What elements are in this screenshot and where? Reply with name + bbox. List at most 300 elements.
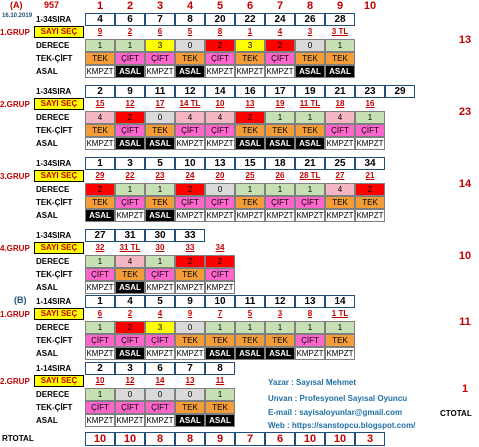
- sayi-cell[interactable]: 7: [217, 309, 223, 318]
- tek-cift-cell: TEK: [145, 124, 175, 137]
- asal-label: ASAL: [36, 416, 58, 425]
- tek-cift-cell: ÇİFT: [175, 196, 205, 209]
- asal-cell: ASAL: [235, 137, 265, 150]
- sayi-cell[interactable]: 3: [307, 27, 313, 36]
- derece-cell: 1: [85, 388, 115, 401]
- tek-cift-cell: TEK: [115, 268, 145, 281]
- tek-cift-cell: ÇİFT: [295, 334, 325, 347]
- sayi-cell[interactable]: 8: [307, 309, 313, 318]
- asal-cell: KMPZT: [356, 211, 384, 220]
- sayi-cell[interactable]: 5: [247, 309, 253, 318]
- column-number: 1: [96, 0, 104, 12]
- sira-cell: 2: [85, 85, 115, 98]
- rtotal-cell: 10: [85, 432, 115, 446]
- sira-cell: 15: [235, 157, 265, 170]
- derece-cell: 3: [235, 39, 265, 52]
- sira-cell: 30: [145, 229, 175, 242]
- asal-cell: KMPZT: [86, 283, 114, 292]
- asal-cell: KMPZT: [206, 211, 234, 220]
- sayi-cell[interactable]: 28 TL: [299, 171, 321, 180]
- asal-cell: ASAL: [235, 347, 265, 360]
- asal-cell: ASAL: [175, 414, 205, 427]
- sira-cell: 16: [235, 85, 265, 98]
- sayi-cell[interactable]: 27: [335, 171, 345, 180]
- sayi-sec-label: SAYI SEÇ: [34, 26, 84, 38]
- sayi-cell[interactable]: 12: [125, 99, 135, 108]
- asal-cell: KMPZT: [326, 139, 354, 148]
- sayi-cell[interactable]: 11 TL: [299, 99, 321, 108]
- sira-cell: 1: [85, 157, 115, 170]
- asal-cell: KMPZT: [266, 67, 294, 76]
- tek-cift-cell: ÇİFT: [325, 124, 355, 137]
- sira-cell: 4: [115, 295, 145, 308]
- sayi-cell[interactable]: 29: [95, 171, 105, 180]
- derece-cell: 0: [205, 183, 235, 196]
- sayi-cell[interactable]: 9: [97, 27, 103, 36]
- column-number: 6: [246, 0, 254, 12]
- derece-cell: 1: [205, 388, 235, 401]
- derece-cell: 1: [115, 39, 145, 52]
- asal-cell: KMPZT: [176, 283, 204, 292]
- derece-label: DERECE: [36, 257, 70, 266]
- sira-cell: 1: [85, 295, 115, 308]
- sira-cell: 17: [265, 85, 295, 98]
- sayi-cell[interactable]: 2: [127, 27, 133, 36]
- group-name: 2.GRUP: [0, 377, 30, 386]
- column-number: 9: [336, 0, 344, 12]
- derece-cell: 4: [85, 111, 115, 124]
- sira-cell: 34: [355, 157, 385, 170]
- info-yazar: Yazar : Sayısal Mehmet: [268, 378, 357, 387]
- derece-cell: 0: [175, 39, 205, 52]
- sayi-cell[interactable]: 1: [247, 27, 253, 36]
- sayi-cell[interactable]: 24: [185, 171, 195, 180]
- derece-cell: 2: [175, 255, 205, 268]
- derece-cell: 2: [355, 183, 385, 196]
- group-total: 13: [458, 34, 472, 46]
- sira-cell: 14: [325, 295, 355, 308]
- sayi-cell[interactable]: 32: [95, 243, 105, 252]
- derece-cell: 3: [145, 39, 175, 52]
- section-a-label: (A): [10, 0, 23, 10]
- sayi-cell[interactable]: 21: [365, 171, 375, 180]
- asal-cell: KMPZT: [146, 349, 174, 358]
- rtotal-cell: 10: [115, 432, 145, 446]
- sayi-cell[interactable]: 14: [155, 376, 165, 385]
- sira-cell: 6: [115, 13, 145, 26]
- sira-cell: 24: [265, 13, 295, 26]
- derece-label: DERECE: [36, 185, 70, 194]
- group-total: 1: [461, 383, 469, 395]
- derece-cell: 4: [325, 183, 355, 196]
- derece-cell: 2: [85, 183, 115, 196]
- sayi-cell[interactable]: 10: [215, 99, 225, 108]
- sayi-cell[interactable]: 22: [125, 171, 135, 180]
- sayi-cell[interactable]: 33: [185, 243, 195, 252]
- derece-cell: 0: [295, 39, 325, 52]
- sayi-cell[interactable]: 2: [127, 309, 133, 318]
- tek-cift-label: TEK-ÇİFT: [36, 126, 73, 135]
- asal-cell: KMPZT: [146, 67, 174, 76]
- sira-cell: 9: [115, 85, 145, 98]
- sayi-sec-label: SAYI SEÇ: [34, 170, 84, 182]
- sira-label: 1-14SIRA: [36, 297, 72, 306]
- asal-cell: KMPZT: [206, 139, 234, 148]
- derece-cell: 1: [265, 321, 295, 334]
- asal-cell: KMPZT: [176, 211, 204, 220]
- derece-cell: 1: [295, 321, 325, 334]
- asal-label: ASAL: [36, 139, 58, 148]
- asal-label: ASAL: [36, 67, 58, 76]
- sira-cell: 19: [295, 85, 325, 98]
- asal-cell: KMPZT: [266, 211, 294, 220]
- group-total: 11: [459, 316, 471, 328]
- ctotal-label: CTOTAL: [440, 409, 472, 418]
- asal-cell: KMPZT: [236, 211, 264, 220]
- sira-cell: 22: [235, 13, 265, 26]
- asal-cell: KMPZT: [206, 283, 234, 292]
- derece-cell: 1: [145, 183, 175, 196]
- sayi-cell[interactable]: 31 TL: [119, 243, 141, 252]
- asal-label: ASAL: [36, 211, 58, 220]
- sayi-cell[interactable]: 3 TL: [331, 27, 349, 36]
- derece-cell: 2: [205, 255, 235, 268]
- derece-cell: 3: [145, 321, 175, 334]
- rtotal-cell: 10: [295, 432, 325, 446]
- sayi-cell[interactable]: 8: [217, 27, 223, 36]
- derece-cell: 0: [145, 111, 175, 124]
- derece-cell: 2: [175, 183, 205, 196]
- derece-cell: 1: [85, 39, 115, 52]
- tek-cift-label: TEK-ÇİFT: [36, 336, 73, 345]
- tek-cift-cell: ÇİFT: [355, 124, 385, 137]
- rtotal-cell: 10: [325, 432, 355, 446]
- column-number: 5: [216, 0, 224, 12]
- sira-cell: 12: [265, 295, 295, 308]
- rtotal-cell: 7: [235, 432, 265, 446]
- tek-cift-cell: TEK: [235, 334, 265, 347]
- asal-cell: KMPZT: [296, 211, 324, 220]
- asal-cell: ASAL: [205, 347, 235, 360]
- tek-cift-cell: TEK: [85, 52, 115, 65]
- asal-cell: ASAL: [265, 137, 295, 150]
- tek-cift-cell: TEK: [175, 268, 205, 281]
- tek-cift-label: TEK-ÇİFT: [36, 270, 73, 279]
- sayi-cell[interactable]: 19: [275, 99, 285, 108]
- sira-cell: 8: [175, 13, 205, 26]
- asal-cell: KMPZT: [116, 211, 144, 220]
- tek-cift-cell: ÇİFT: [265, 52, 295, 65]
- column-number: 7: [276, 0, 284, 12]
- asal-cell: KMPZT: [326, 211, 354, 220]
- tek-cift-label: TEK-ÇİFT: [36, 54, 73, 63]
- tek-cift-cell: TEK: [205, 401, 235, 414]
- sayi-sec-label: SAYI SEÇ: [34, 308, 84, 320]
- tek-cift-cell: ÇİFT: [115, 52, 145, 65]
- asal-cell: ASAL: [325, 65, 355, 78]
- asal-cell: KMPZT: [86, 349, 114, 358]
- derece-cell: 1: [355, 111, 385, 124]
- sayi-cell[interactable]: 12: [125, 376, 135, 385]
- tek-cift-cell: ÇİFT: [145, 52, 175, 65]
- tek-cift-cell: TEK: [235, 52, 265, 65]
- tek-cift-cell: TEK: [295, 124, 325, 137]
- asal-cell: KMPZT: [86, 416, 114, 425]
- asal-cell: ASAL: [295, 65, 325, 78]
- derece-cell: 1: [325, 321, 355, 334]
- column-number: 8: [306, 0, 314, 12]
- sira-cell: 8: [205, 362, 235, 375]
- sayi-cell[interactable]: 4: [157, 309, 163, 318]
- sira-cell: 31: [115, 229, 145, 242]
- draw-number: 957: [44, 0, 60, 10]
- derece-cell: 2: [115, 321, 145, 334]
- column-number: 3: [156, 0, 164, 12]
- column-number: 10: [363, 0, 377, 12]
- tek-cift-cell: ÇİFT: [205, 268, 235, 281]
- derece-cell: 1: [85, 321, 115, 334]
- sira-cell: 23: [355, 85, 385, 98]
- asal-cell: KMPZT: [236, 67, 264, 76]
- sira-cell: 7: [175, 362, 205, 375]
- tek-cift-label: TEK-ÇİFT: [36, 403, 73, 412]
- tek-cift-cell: ÇİFT: [115, 401, 145, 414]
- draw-date: 16.10.2019: [2, 13, 33, 19]
- sayi-cell[interactable]: 26: [275, 171, 285, 180]
- tek-cift-cell: TEK: [175, 52, 205, 65]
- tek-cift-cell: ÇİFT: [265, 196, 295, 209]
- tek-cift-cell: TEK: [295, 52, 325, 65]
- sira-label: 1-34SIRA: [36, 231, 72, 240]
- tek-cift-cell: ÇİFT: [205, 52, 235, 65]
- derece-cell: 1: [235, 321, 265, 334]
- info-unvan: Unvan : Profesyonel Sayısal Oyuncu: [268, 394, 408, 403]
- asal-cell: ASAL: [85, 209, 115, 222]
- derece-cell: 4: [115, 255, 145, 268]
- sira-cell: 4: [85, 13, 115, 26]
- sayi-cell[interactable]: 3: [277, 309, 283, 318]
- derece-cell: 1: [265, 111, 295, 124]
- sayi-cell[interactable]: 10: [95, 376, 105, 385]
- asal-cell: ASAL: [145, 137, 175, 150]
- asal-cell: ASAL: [115, 347, 145, 360]
- derece-cell: 2: [265, 39, 295, 52]
- sira-cell: 13: [295, 295, 325, 308]
- sayi-cell[interactable]: 13: [245, 99, 255, 108]
- derece-label: DERECE: [36, 390, 70, 399]
- info-web-link[interactable]: Web : https://sanstopcu.blogspot.com/: [268, 421, 416, 430]
- derece-cell: 1: [85, 255, 115, 268]
- sira-cell: 29: [385, 85, 415, 98]
- group-total: 23: [458, 106, 472, 118]
- sira-cell: 10: [175, 157, 205, 170]
- group-total: 10: [458, 250, 472, 262]
- derece-cell: 1: [295, 183, 325, 196]
- sayi-sec-label: SAYI SEÇ: [34, 98, 84, 110]
- derece-cell: 1: [115, 183, 145, 196]
- tek-cift-cell: ÇİFT: [85, 401, 115, 414]
- sayi-cell[interactable]: 13: [185, 376, 195, 385]
- derece-cell: 0: [145, 388, 175, 401]
- tek-cift-cell: ÇİFT: [85, 268, 115, 281]
- tek-cift-cell: TEK: [85, 124, 115, 137]
- sira-cell: 26: [295, 13, 325, 26]
- derece-cell: 4: [325, 111, 355, 124]
- sira-label: 1-34SIRA: [36, 87, 72, 96]
- tek-cift-cell: TEK: [175, 334, 205, 347]
- sayi-cell[interactable]: 30: [155, 243, 165, 252]
- derece-cell: 1: [295, 111, 325, 124]
- sayi-cell[interactable]: 4: [277, 27, 283, 36]
- sira-cell: 13: [205, 157, 235, 170]
- sayi-cell[interactable]: 18: [335, 99, 345, 108]
- group-name: 1.GRUP: [0, 310, 30, 319]
- tek-cift-cell: TEK: [355, 196, 385, 209]
- derece-cell: 4: [175, 111, 205, 124]
- tek-cift-cell: TEK: [265, 334, 295, 347]
- derece-label: DERECE: [36, 113, 70, 122]
- sayi-cell[interactable]: 11: [215, 376, 225, 385]
- asal-cell: KMPZT: [176, 139, 204, 148]
- tek-cift-label: TEK-ÇİFT: [36, 198, 73, 207]
- sayi-cell[interactable]: 34: [215, 243, 225, 252]
- sira-label: 1-14SIRA: [36, 364, 72, 373]
- sira-cell: 21: [295, 157, 325, 170]
- derece-cell: 0: [175, 321, 205, 334]
- tek-cift-cell: TEK: [205, 334, 235, 347]
- group-name: 1.GRUP: [0, 28, 30, 37]
- tek-cift-cell: ÇİFT: [145, 401, 175, 414]
- rtotal-cell: 8: [175, 432, 205, 446]
- asal-cell: KMPZT: [146, 416, 174, 425]
- asal-cell: KMPZT: [206, 67, 234, 76]
- tek-cift-cell: ÇİFT: [115, 196, 145, 209]
- sayi-cell[interactable]: 5: [187, 27, 193, 36]
- sayi-cell[interactable]: 17: [155, 99, 165, 108]
- sayi-cell[interactable]: 23: [155, 171, 165, 180]
- sira-cell: 10: [205, 295, 235, 308]
- tek-cift-cell: ÇİFT: [295, 196, 325, 209]
- sira-cell: 21: [325, 85, 355, 98]
- asal-cell: KMPZT: [356, 139, 384, 148]
- tek-cift-cell: TEK: [85, 196, 115, 209]
- asal-cell: ASAL: [205, 414, 235, 427]
- sira-cell: 12: [175, 85, 205, 98]
- sira-cell: 27: [85, 229, 115, 242]
- tek-cift-cell: TEK: [325, 334, 355, 347]
- sayi-cell[interactable]: 6: [97, 309, 103, 318]
- column-number: 4: [186, 0, 194, 12]
- rtotal-cell: 8: [145, 432, 175, 446]
- sira-cell: 11: [145, 85, 175, 98]
- group-total: 14: [458, 178, 472, 190]
- sira-cell: 7: [145, 13, 175, 26]
- sayi-cell[interactable]: 6: [157, 27, 163, 36]
- asal-cell: KMPZT: [296, 349, 324, 358]
- sira-cell: 5: [145, 295, 175, 308]
- derece-cell: 4: [205, 111, 235, 124]
- tek-cift-cell: ÇİFT: [115, 124, 145, 137]
- group-name: 4.GRUP: [0, 244, 30, 253]
- sayi-cell[interactable]: 20: [215, 171, 225, 180]
- asal-cell: KMPZT: [86, 67, 114, 76]
- sira-cell: 14: [205, 85, 235, 98]
- sira-cell: 28: [325, 13, 355, 26]
- asal-cell: ASAL: [265, 347, 295, 360]
- sira-cell: 20: [205, 13, 235, 26]
- derece-cell: 0: [175, 388, 205, 401]
- asal-cell: KMPZT: [176, 349, 204, 358]
- sira-cell: 11: [235, 295, 265, 308]
- sayi-cell[interactable]: 25: [245, 171, 255, 180]
- column-number: 2: [126, 0, 134, 12]
- sira-label: 1-34SIRA: [36, 159, 72, 168]
- asal-cell: ASAL: [145, 209, 175, 222]
- derece-cell: 1: [235, 183, 265, 196]
- sira-cell: 6: [145, 362, 175, 375]
- sayi-cell[interactable]: 15: [95, 99, 105, 108]
- sayi-sec-label: SAYI SEÇ: [34, 242, 84, 254]
- asal-cell: KMPZT: [116, 416, 144, 425]
- tek-cift-cell: TEK: [145, 196, 175, 209]
- derece-cell: 1: [145, 255, 175, 268]
- group-name: 3.GRUP: [0, 172, 30, 181]
- sayi-cell[interactable]: 16: [365, 99, 375, 108]
- group-name: 2.GRUP: [0, 100, 30, 109]
- sayi-cell[interactable]: 9: [187, 309, 193, 318]
- tek-cift-cell: ÇİFT: [145, 334, 175, 347]
- asal-cell: ASAL: [115, 65, 145, 78]
- tek-cift-cell: ÇİFT: [115, 334, 145, 347]
- tek-cift-cell: TEK: [265, 124, 295, 137]
- sira-cell: 33: [175, 229, 205, 242]
- rtotal-label: RTOTAL: [2, 434, 34, 443]
- derece-label: DERECE: [36, 41, 70, 50]
- sayi-cell[interactable]: 14 TL: [179, 99, 201, 108]
- tek-cift-cell: ÇİFT: [85, 334, 115, 347]
- sira-label: 1-34SIRA: [36, 15, 72, 24]
- derece-cell: 2: [205, 39, 235, 52]
- tek-cift-cell: TEK: [325, 196, 355, 209]
- tek-cift-cell: TEK: [325, 52, 355, 65]
- derece-label: DERECE: [36, 323, 70, 332]
- asal-label: ASAL: [36, 283, 58, 292]
- tek-cift-cell: ÇİFT: [175, 124, 205, 137]
- sira-cell: 9: [175, 295, 205, 308]
- tek-cift-cell: TEK: [235, 124, 265, 137]
- tek-cift-cell: ÇİFT: [145, 268, 175, 281]
- derece-cell: 1: [205, 321, 235, 334]
- derece-cell: 2: [235, 111, 265, 124]
- derece-cell: 0: [115, 388, 145, 401]
- sira-cell: 3: [115, 362, 145, 375]
- rtotal-cell: 9: [205, 432, 235, 446]
- sira-cell: 2: [85, 362, 115, 375]
- sira-cell: 3: [115, 157, 145, 170]
- asal-cell: KMPZT: [146, 283, 174, 292]
- section-b-label: (B): [14, 295, 27, 305]
- sayi-sec-label: SAYI SEÇ: [34, 375, 84, 387]
- derece-cell: 2: [115, 111, 145, 124]
- asal-cell: KMPZT: [326, 349, 354, 358]
- derece-cell: 1: [265, 183, 295, 196]
- sayi-cell[interactable]: 1 TL: [331, 309, 349, 318]
- tek-cift-cell: TEK: [235, 196, 265, 209]
- tek-cift-cell: TEK: [175, 401, 205, 414]
- asal-cell: KMPZT: [86, 139, 114, 148]
- sira-cell: 25: [325, 157, 355, 170]
- sira-cell: 18: [265, 157, 295, 170]
